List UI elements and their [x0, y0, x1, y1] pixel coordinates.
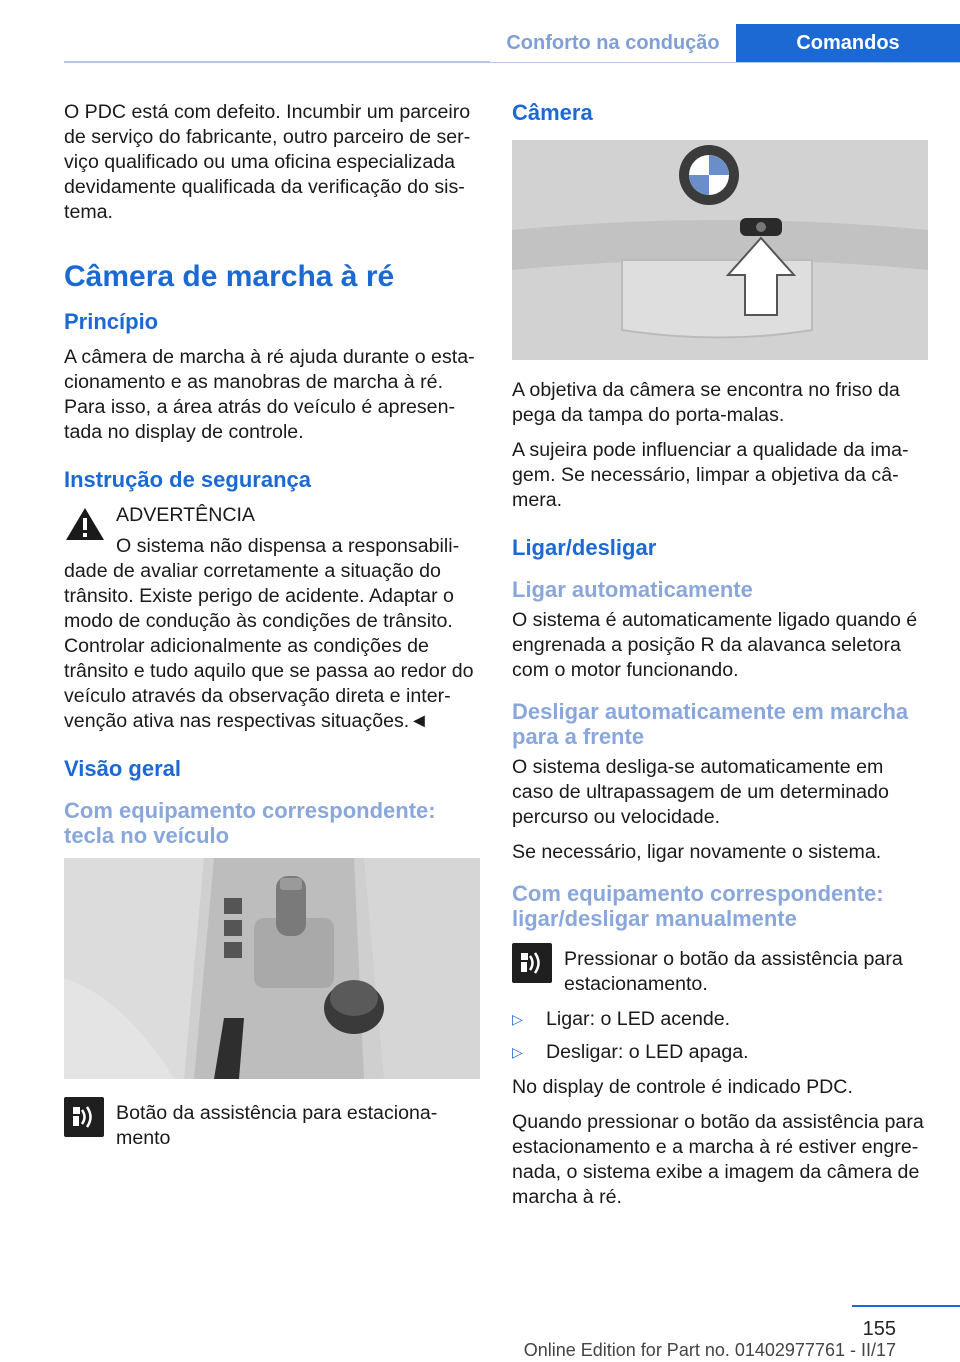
park-assist-button-icon [64, 1097, 104, 1137]
manual-instruction-text: Pressionar o botão da assistência para estacionamento. [564, 948, 903, 995]
auto-on-text: O sistema é automaticamente ligado quando é engrenada a posição R da alavanca seletora com o motor funcionando. [512, 609, 918, 681]
warning-block [64, 503, 480, 734]
manual-heading: Com equipamento correspondente: ligar/desligar manualmente [512, 881, 884, 931]
list-item: ▷ Ligar: o LED acende. [512, 1008, 731, 1030]
camera-location-text: A objetiva da câmera se encontra no friso da pega da tampa do porta-malas. [512, 379, 900, 426]
auto-on-heading: Ligar automaticamente [512, 577, 753, 602]
warning-label: ADVERTÊNCIA [116, 504, 256, 526]
park-assist-button-caption: Botão da assistência para estacionamento [116, 1102, 438, 1149]
edition-footer: Online Edition for Part no. 01402977761 - II/17 [523, 1340, 896, 1360]
auto-off-text: O sistema desliga-se automaticamente em caso de ultrapassagem de um determinado percurso ou velocidade. [512, 756, 889, 828]
park-assist-button-icon-2 [512, 943, 552, 983]
principle-heading: Princípio [64, 309, 159, 334]
auto-off-text-2: Se necessário, ligar novamente o sistema. [512, 841, 882, 863]
center-console-photo [64, 858, 480, 1079]
warning-triangle-icon [64, 505, 106, 543]
on-off-heading: Ligar/desligar [512, 535, 657, 560]
intro-paragraph: O PDC está com defeito. Incumbir um parceiro de serviço do fabricante, outro parceiro de serviço qualificado ou uma oficina especializada devidamente qualificada da verificação do sistema. [64, 101, 471, 223]
park-assist-button-row [64, 1097, 480, 1151]
header-section-title: Conforto na condução [490, 24, 736, 62]
section-title: Câmera de marcha à ré [64, 260, 395, 293]
right-column [512, 100, 928, 1220]
footer-rule [852, 1305, 960, 1307]
bullet-triangle-icon: ▷ [512, 1011, 523, 1027]
header-chapter-tab: Comandos [736, 24, 960, 62]
auto-off-heading: Desligar automaticamente em marcha para a frente [512, 699, 909, 749]
camera-heading: Câmera [512, 100, 593, 125]
overview-heading: Visão geral [64, 756, 181, 781]
principle-text: A câmera de marcha à ré ajuda durante o estacionamento e as manobras de marcha à ré. Para isso, a área atrás do veículo é apresentada no display de controle. [64, 346, 475, 443]
center-console-illustration [64, 858, 480, 1079]
equipment-heading: Com equipamento correspondente: tecla no veículo [64, 798, 436, 848]
left-column [64, 100, 480, 1161]
camera-location-photo [512, 140, 928, 360]
manual-instruction-row [512, 943, 928, 997]
camera-dirt-text: A sujeira pode influenciar a qualidade da imagem. Se necessário, limpar a objetiva da câmera. [512, 439, 909, 511]
bullet-triangle-icon: ▷ [512, 1044, 523, 1060]
warning-text: O sistema não dispensa a responsabilidade de avaliar corretamente a situação do trânsito. Existe perigo de acidente. Adaptar o modo de condução às condições de trânsito. Controlar adicionalmente as condições de trânsito e tudo aquilo que se passa ao redor do veículo através da observação direta e intervenção ativa nas respectivas situações.◄ [64, 535, 474, 732]
display-indicator-text: No display de controle é indicado PDC. [512, 1076, 853, 1098]
page-number: 155 [862, 1318, 896, 1340]
led-bullet-list [512, 1007, 928, 1065]
final-paragraph: Quando pressionar o botão da assistência para estacionamento e a marcha à ré estiver engrenada, o sistema exibe a imagem da câmera de marcha à ré. [512, 1111, 924, 1208]
safety-heading: Instrução de segurança [64, 467, 311, 492]
list-item: ▷ Desligar: o LED apaga. [512, 1041, 749, 1063]
trunk-camera-illustration [512, 140, 928, 360]
